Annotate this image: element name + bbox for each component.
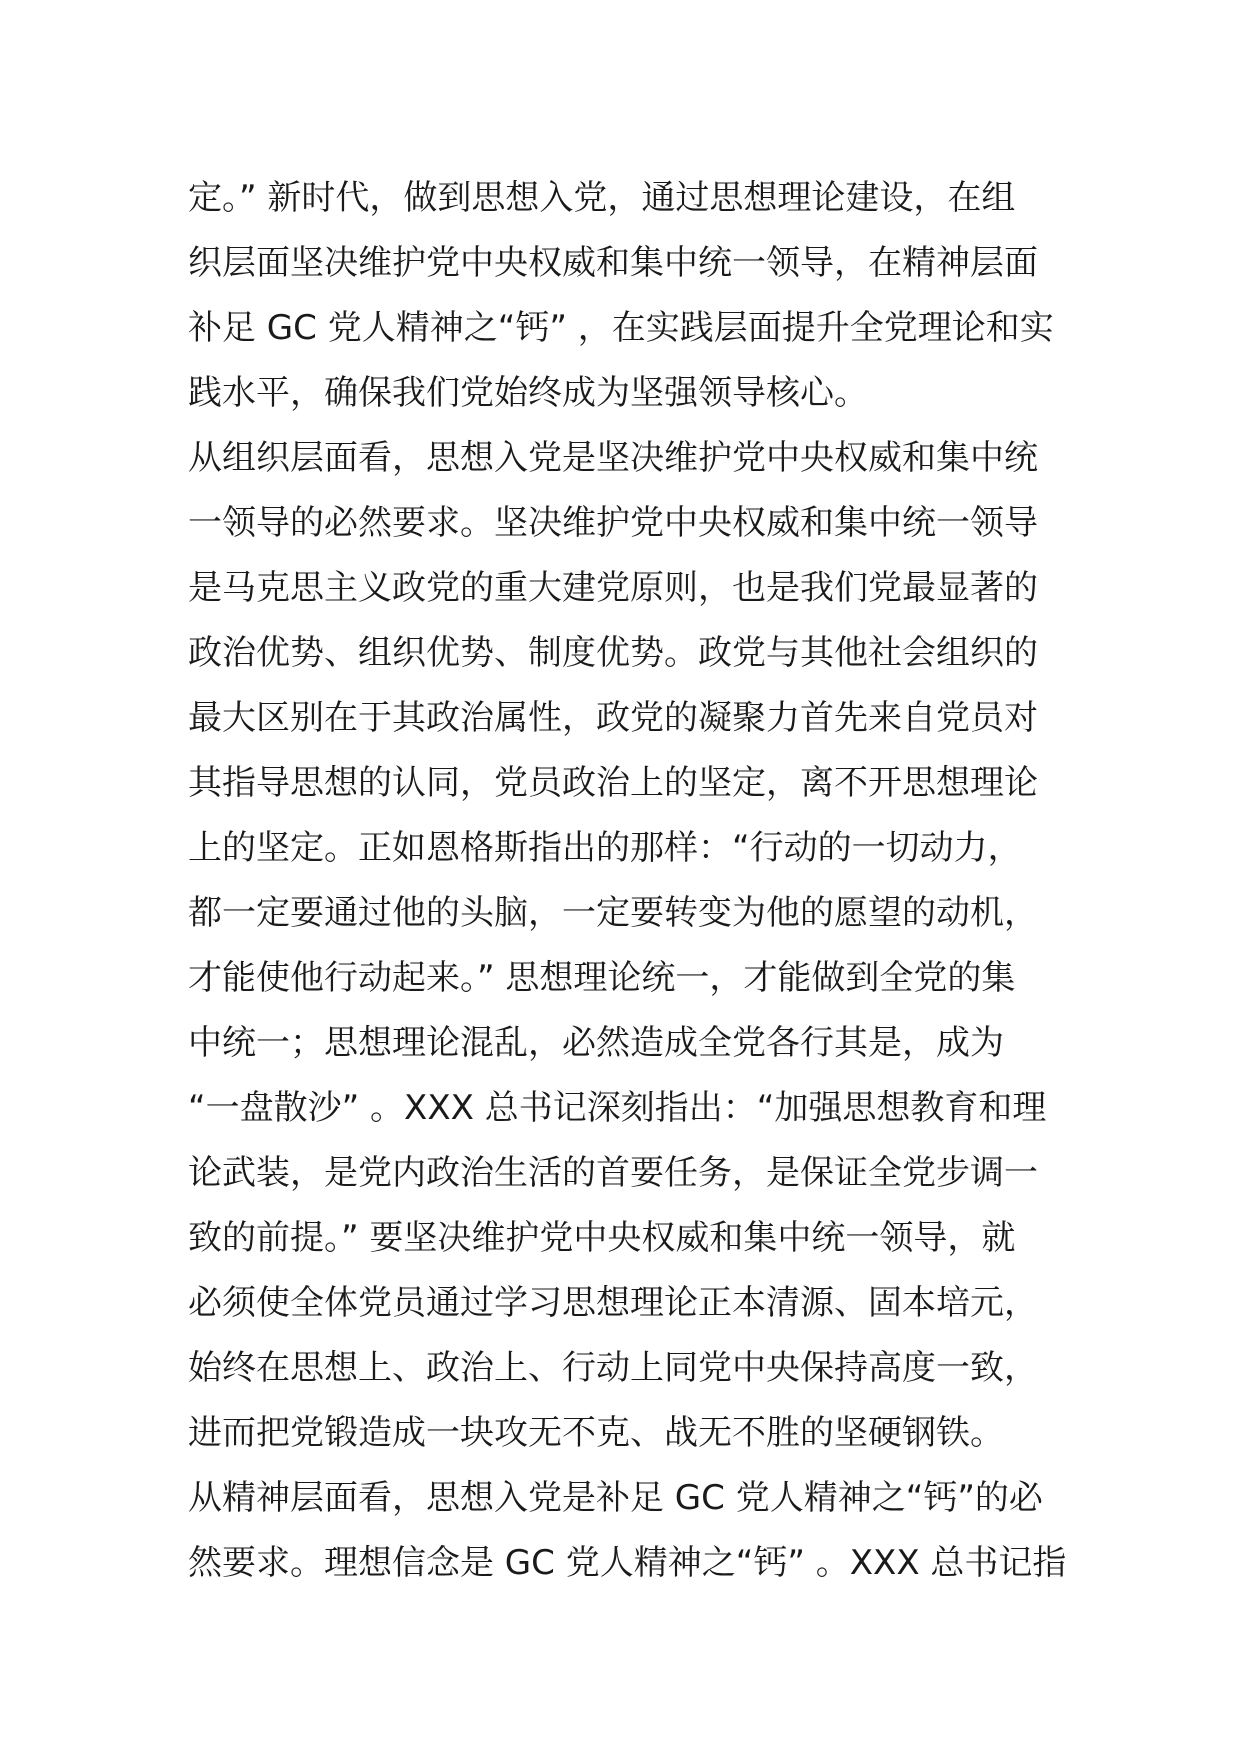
text-line: 是马克思主义政党的重大建党原则，也是我们党最显著的 — [188, 568, 1038, 608]
text-line: 必须使全体党员通过学习思想理论正本清源、固本培元， — [188, 1283, 1038, 1323]
text-line: 才能使他行动起来。” 思想理论统一，才能做到全党的集 — [188, 958, 1016, 998]
text-line: 定。” 新时代，做到思想入党，通过思想理论建设，在组 — [188, 178, 1016, 218]
paragraph-3 — [188, 1466, 1068, 1596]
body-text — [188, 166, 1068, 1596]
text-line: 都一定要通过他的头脑，一定要转变为他的愿望的动机， — [188, 893, 1038, 933]
text-line: 从组织层面看，思想入党是坚决维护党中央权威和集中统 — [188, 438, 1038, 478]
text-line: 上的坚定。正如恩格斯指出的那样：“行动的一切动力， — [188, 828, 1022, 868]
text-line: 始终在思想上、政治上、行动上同党中央保持高度一致， — [188, 1348, 1038, 1388]
paragraph-2 — [188, 426, 1068, 1466]
text-line: 最大区别在于其政治属性，政党的凝聚力首先来自党员对 — [188, 698, 1038, 738]
text-line: 然要求。理想信念是 GC 党人精神之“钙” 。XXX 总书记指 — [188, 1543, 1067, 1583]
text-line: 中统一；思想理论混乱，必然造成全党各行其是，成为 — [188, 1023, 1004, 1063]
paragraph-1 — [188, 166, 1068, 426]
text-line: 一领导的必然要求。坚决维护党中央权威和集中统一领导 — [188, 503, 1038, 543]
text-line: 政治优势、组织优势、制度优势。政党与其他社会组织的 — [188, 633, 1038, 673]
text-line: 践水平，确保我们党始终成为坚强领导核心。 — [188, 373, 868, 413]
text-line: 致的前提。” 要坚决维护党中央权威和集中统一领导，就 — [188, 1218, 1016, 1258]
text-line: 其指导思想的认同，党员政治上的坚定，离不开思想理论 — [188, 763, 1038, 803]
text-line: 进而把党锻造成一块攻无不克、战无不胜的坚硬钢铁。 — [188, 1413, 1004, 1453]
text-line: 论武装，是党内政治生活的首要任务，是保证全党步调一 — [188, 1153, 1038, 1193]
text-line: 织层面坚决维护党中央权威和集中统一领导，在精神层面 — [188, 243, 1038, 283]
text-line: 从精神层面看，思想入党是补足 GC 党人精神之“钙”的必 — [188, 1478, 1043, 1518]
text-line: 补足 GC 党人精神之“钙” ，在实践层面提升全党理论和实 — [188, 308, 1054, 348]
text-line: “一盘散沙” 。XXX 总书记深刻指出：“加强思想教育和理 — [188, 1088, 1047, 1128]
